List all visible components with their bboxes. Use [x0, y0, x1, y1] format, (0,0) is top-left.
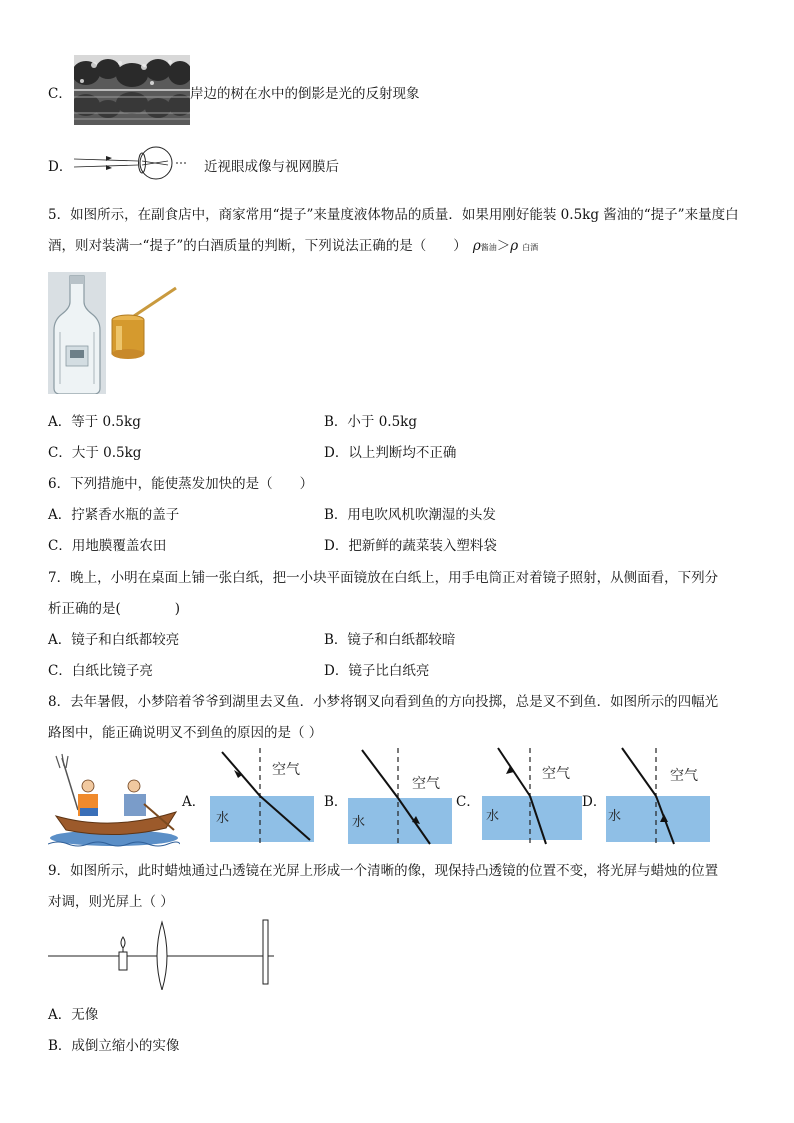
flame-icon — [121, 937, 125, 948]
q8-stem-line2: 路图中，能正确说明叉不到鱼的原因的是（ ） — [48, 725, 323, 741]
q4-option-d-label: D． — [48, 159, 73, 175]
light-screen — [263, 920, 268, 984]
q6-option-c: C．用地膜覆盖农田 — [48, 538, 167, 554]
q8-label-c: C． — [456, 794, 480, 810]
q8-c-air-label: 空气 — [542, 766, 570, 782]
q9-option-a: A．无像 — [48, 1007, 99, 1023]
bottle-and-dipper-photo — [48, 272, 186, 394]
q7-stem-line1: 7．晚上，小明在桌面上铺一张白纸，把一小块平面镜放在白纸上，用手电筒正对着镜子照射，从侧面看，下列分 — [48, 570, 719, 586]
q8-a-air-label: 空气 — [272, 762, 300, 778]
q8-label-b: B． — [324, 794, 348, 810]
q7-option-c: C．白纸比镜子亮 — [48, 663, 153, 679]
q7-stem-line2: 析正确的是( ) — [48, 601, 181, 617]
q8-c-water-label: 水 — [486, 809, 500, 824]
fishing-boat-illustration — [48, 750, 180, 848]
tree-reflection-photo — [74, 55, 190, 125]
q6-option-d: D．把新鲜的蔬菜装入塑料袋 — [324, 538, 497, 554]
q8-b-air-label: 空气 — [412, 776, 440, 792]
q8-stem-line1: 8．去年暑假，小梦陪着爷爷到湖里去叉鱼．小梦将钢叉向看到鱼的方向投掷，总是叉不到鱼．如图所示的四幅光 — [48, 694, 719, 710]
q8-diagram-d — [604, 746, 712, 848]
q4-option-c-label: C． — [48, 86, 72, 102]
q7-option-d: D．镜子比白纸亮 — [324, 663, 430, 679]
q5-stem-line2: 酒，则对装满一“提子”的白酒质量的判断，下列说法正确的是（ ） ρ酱油＞ρ 白酒 — [48, 238, 539, 254]
q8-label-d: D． — [582, 794, 607, 810]
q8-diagram-a — [206, 746, 316, 846]
q8-d-water-label: 水 — [608, 809, 622, 824]
q5-option-a: A．等于 0.5kg — [48, 414, 141, 430]
q6-stem: 6．下列措施中，能使蒸发加快的是（ ） — [48, 476, 314, 492]
q5-option-c: C．大于 0.5kg — [48, 445, 142, 461]
q9-stem-line2: 对调，则光屏上（ ） — [48, 894, 174, 910]
q9-stem-line1: 9．如图所示，此时蜡烛通过凸透镜在光屏上形成一个清晰的像，现保持凸透镜的位置不变，将光屏与蜡烛的位置 — [48, 863, 719, 879]
q9-option-b: B．成倒立缩小的实像 — [48, 1038, 180, 1054]
myopia-eye-diagram — [72, 145, 200, 181]
q8-b-water-label: 水 — [352, 815, 366, 830]
q5-option-b: B．小于 0.5kg — [324, 414, 418, 430]
candle-lens-screen-diagram — [48, 918, 278, 990]
q4-option-c-text: 岸边的树在水中的倒影是光的反射现象 — [190, 86, 420, 102]
q8-label-a: A． — [182, 794, 206, 810]
q5-stem-line1: 5．如图所示，在副食店中，商家常用“提子”来量度液体物品的质量．如果用刚好能装 0.5kg 酱油的“提子”来量度白 — [48, 207, 739, 223]
q6-option-a: A．拧紧香水瓶的盖子 — [48, 507, 180, 523]
candle-icon — [119, 952, 127, 970]
convex-lens — [157, 922, 167, 990]
q7-option-b: B．镜子和白纸都较暗 — [324, 632, 456, 648]
q8-d-air-label: 空气 — [670, 768, 698, 784]
q7-option-a: A．镜子和白纸都较亮 — [48, 632, 180, 648]
q8-diagram-b — [346, 746, 454, 848]
q5-option-d: D．以上判断均不正确 — [324, 445, 457, 461]
q6-option-b: B．用电吹风机吹潮湿的头发 — [324, 507, 496, 523]
q8-a-water-label: 水 — [216, 811, 230, 826]
q4-option-d-text: 近视眼成像与视网膜后 — [204, 159, 339, 175]
q8-diagram-c — [480, 746, 584, 848]
